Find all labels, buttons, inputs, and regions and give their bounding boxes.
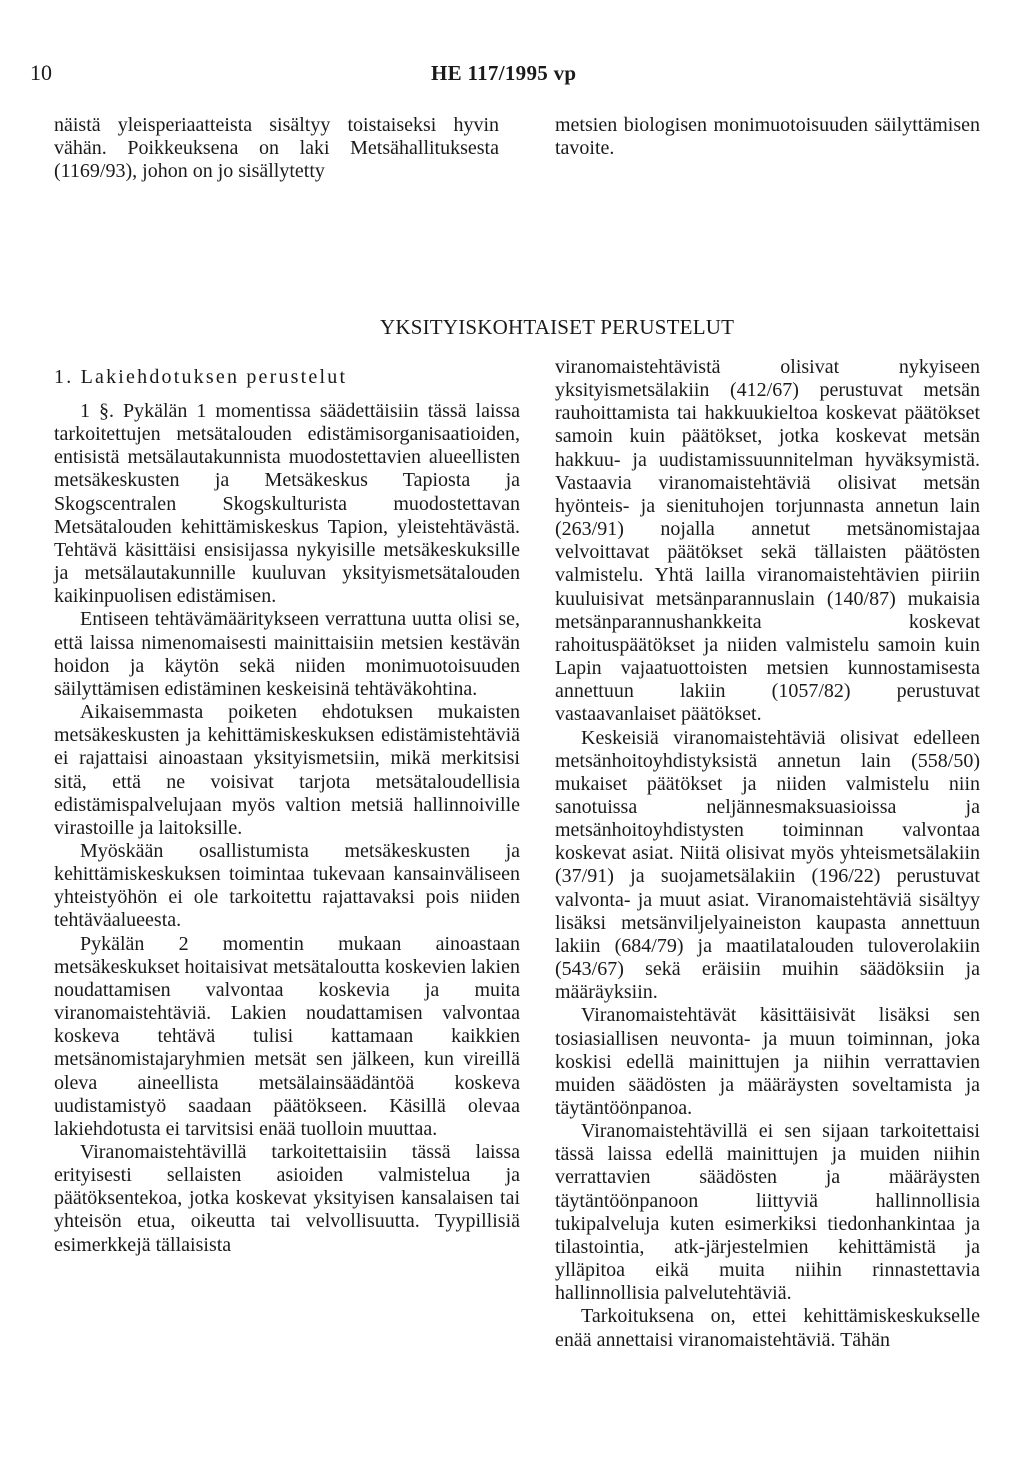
continued-paragraph: näistä yleisperiaatteista sisältyy toistaiseksi hyvin vähän. Poikkeuksena on laki Metsähallituksesta (1169/93), johon on jo sisällytetty [54,114,499,183]
left-text-column [54,400,520,1257]
paragraph: Keskeisiä viranomaistehtäviä olisivat edelleen metsänhoitoyhdistyksistä annetun lain (558/50) mukaiset päätökset ja niiden valmistelu niin sanotuissa neljännesmaksuasioissa ja metsänhoitoyhdistysten toiminnan valvontaa koskevat asiat. Niitä olisivat myös yhteismetsälakiin (37/91) ja suojametsälakiin (196/22) perustuvat valvonta- ja muut asiat. Viranomaistehtäviä sisältyy lisäksi metsänviljelyaineiston kaupasta annettuun lakiin (684/79) ja maatilatalouden tuloverolakiin (543/67) sekä eräisiin muihin säädöksiin ja määräyksiin. [555,726,980,1004]
paragraph: 1 §. Pykälän 1 momentissa säädettäisiin tässä laissa tarkoitettujen metsätalouden edistämisorganisaatioiden, entisistä metsälautakunnista muodostettavien alueellisten metsäkeskusten ja Metsäkeskus Tapiosta ja Skogscentralen Skogskulturista muodostettavan Metsätalouden kehittämiskeskus Tapion, yleistehtävästä. Tehtävä käsittäisi ensisijassa nykyisille metsäkeskuksille ja metsälautakunnille kuuluvan yksityismetsätalouden kaikinpuolisen edistämisen. [54,400,520,608]
right-text-column [555,356,980,1352]
paragraph: Aikaisemmasta poiketen ehdotuksen mukaisten metsäkeskusten ja kehittämiskeskuksen edistämistehtäviä ei rajattaisi ainoastaan yksityismetsiin, mikä merkitsisi sitä, että ne voisivat tarjota metsätaloudellisia edistämispalvelujaan myös valtion metsiä hallinnoiville virastoille ja laitoksille. [54,701,520,839]
paragraph: Viranomaistehtävät käsittäisivät lisäksi sen tosiasiallisen neuvonta- ja muun toiminnan, joka koskisi edellä mainittujen ja niihin verrattavien muiden säädösten ja määräysten soveltamista ja täytäntöönpanoa. [555,1004,980,1119]
continued-paragraph: metsien biologisen monimuotoisuuden säilyttämisen tavoite. [555,114,980,160]
subsection-heading: 1. Lakiehdotuksen perustelut [54,366,348,388]
paragraph: Pykälän 2 momentin mukaan ainoastaan metsäkeskukset hoitaisivat metsätaloutta koskevien lakien noudattamisen valvontaa koskevia ja muita viranomaistehtäviä. Lakien noudattamisen valvontaa koskeva tehtävä tulisi kattamaan kaikkien metsänomistajaryhmien metsät sen jälkeen, kun vireillä oleva aineellista metsälainsäädäntöä koskeva uudistamistyö saadaan päätökseen. Käsillä olevaa lakiehdotusta ei tarvitsisi enää tuolloin muuttaa. [54,932,520,1140]
paragraph: Myöskään osallistumista metsäkeskusten ja kehittämiskeskuksen toimintaa tukevaan kansainväliseen yhteistyöhön ei ole tarkoitettu rajattavaksi pois niiden tehtäväalueesta. [54,839,520,932]
paragraph: Viranomaistehtävillä ei sen sijaan tarkoitettaisi tässä laissa edellä mainittujen ja muiden niihin verrattavien säädösten ja määräysten täytäntöönpanoon liittyviä hallinnollisia tukipalveluja kuten esimerkiksi tiedonhankintaa ja tilastointia, atk-järjestelmien kehittämistä ja ylläpitoa eikä muita niihin rinnastettavia hallinnollisia palvelutehtäviä. [555,1120,980,1305]
paragraph: viranomaistehtävistä olisivat nykyiseen yksityismetsälakiin (412/67) perustuvat metsän rauhoittamista tai hakkuukieltoa koskevat päätökset samoin kuin päätökset, jotka koskevat metsän hakkuu- ja uudistamissuunnitelman hyväksymistä. Vastaavia viranomaistehtäviä olisivat metsän hyönteis- ja sienituhojen torjunnasta annetun lain (263/91) nojalla annetut metsänomistajaa velvoittavat päätökset sekä tällaisten päätösten valmistelu. Yhtä lailla viranomaistehtävien piiriin kuuluisivat metsänparannuslain (140/87) mukaisia metsänparannushankkeita koskevat rahoituspäätökset ja niiden valmistelu samoin kuin Lapin vajaatuottoisten metsien kunnostamisesta annettuun lakiin (1057/82) perustuvat vastaavanlaiset päätökset. [555,356,980,726]
top-left-column [54,114,499,183]
running-head: HE 117/1995 vp [431,61,577,85]
top-right-column [555,114,980,160]
section-title: YKSITYISKOHTAISET PERUSTELUT [380,315,735,339]
paragraph: Entiseen tehtävämääritykseen verrattuna uutta olisi se, että laissa nimenomaisesti mainittaisiin metsien kestävän hoidon ja käytön sekä niiden monimuotoisuuden säilyttämisen edistäminen keskeisinä tehtäväkohtina. [54,608,520,700]
paragraph: Tarkoituksena on, ettei kehittämiskeskukselle enää annettaisi viranomaistehtäviä. Tähän [555,1305,980,1351]
page-number: 10 [30,60,52,85]
paragraph: Viranomaistehtävillä tarkoitettaisiin tässä laissa erityisesti sellaisten asioiden valmistelua ja päätöksentekoa, jotka koskevat yksityisen kansalaisen tai yhteisön etua, oikeutta tai velvollisuutta. Tyypillisiä esimerkkejä tällaisista [54,1141,520,1256]
